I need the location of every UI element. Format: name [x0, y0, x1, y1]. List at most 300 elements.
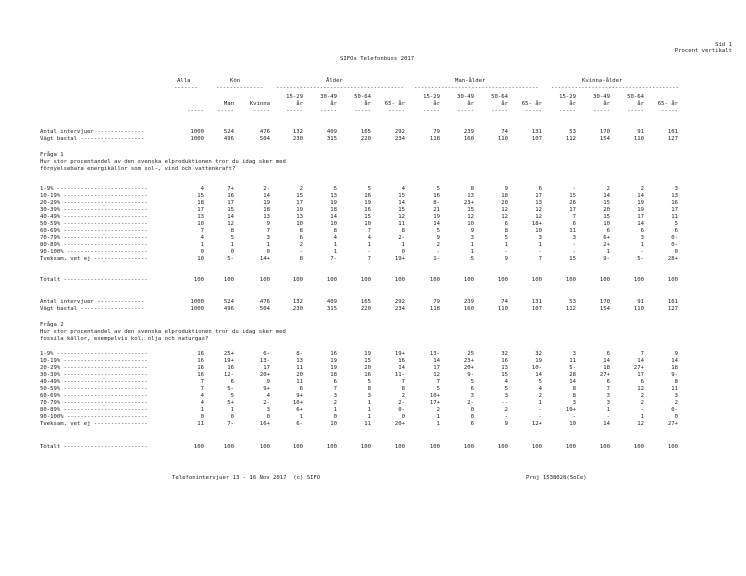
- table-row-q1-6-col-4: 3: [333, 393, 337, 399]
- table-row-q0-2-col-1: 17: [227, 200, 234, 206]
- table-row-q1-6-col-7: 10+: [429, 393, 440, 399]
- table-row-q0-5-label: 50-59% -------------------------: [40, 221, 148, 227]
- table-row-q0-8-label: 80-89% -------------------------: [40, 242, 148, 248]
- table-row-q0-8-col-3: 2: [299, 242, 303, 248]
- vagt-bastal-row-0: [0, 136, 746, 143]
- table-row-q1-5-col-4: 7: [333, 386, 337, 392]
- table-row-q1-5-col-10: 4: [538, 386, 542, 392]
- table-row-q1-2-col-8: 20+: [463, 365, 474, 371]
- table-row-q0-6-col-14: 6: [674, 228, 678, 234]
- table-row-q0-0-col-0: 4: [200, 186, 204, 192]
- table-row-q1-6-col-8: 3: [470, 393, 474, 399]
- table-row-q0-10-col-9: 9: [504, 256, 508, 262]
- table-row-q0-2-col-9: 20: [501, 200, 508, 206]
- table-row-q0-7-label: 70-79% -------------------------: [40, 235, 148, 241]
- table-row-q1-7-col-11: 3: [572, 400, 576, 406]
- table-row-q0-5-col-5: 10: [364, 221, 371, 227]
- table-row-q1-9-col-7: 1: [436, 414, 440, 420]
- antal-intervjuer-row-1-col-10: 131: [531, 299, 542, 305]
- table-row-q0-0-col-10: 6: [538, 186, 542, 192]
- total-row-0-col-6: 100: [394, 277, 405, 283]
- header-rule-col-1: -----: [217, 108, 234, 114]
- table-row-q1-5-col-1: 5-: [227, 386, 234, 392]
- header-bottom-col-2: Kvinna: [249, 101, 270, 107]
- total-row-1-col-2: 100: [259, 444, 270, 450]
- total-row-0-col-4: 100: [326, 277, 337, 283]
- antal-intervjuer-row-0-col-3: 132: [292, 129, 303, 135]
- table-row-q1-4-col-14: 8: [674, 379, 678, 385]
- table-row-q0-9-col-9: -: [504, 249, 508, 255]
- vagt-bastal-row-0-col-13: 110: [633, 136, 644, 142]
- header-bottom-col-13: år: [637, 101, 644, 107]
- header-top-col-7: 15-29: [423, 94, 440, 100]
- table-row-q0-1-col-7: 16: [433, 193, 440, 199]
- table-row-q1-1-col-12: 14: [603, 358, 610, 364]
- group-man-alder: Man-ålder: [455, 78, 486, 84]
- table-row-q1-4-col-12: 6: [606, 379, 610, 385]
- table-row-q1-1-col-8: 23+: [463, 358, 474, 364]
- table-row-q1-7-col-2: 2-: [263, 400, 270, 406]
- table-row-q1-8-col-12: 1: [606, 407, 610, 413]
- total-row-0-col-0: 100: [193, 277, 204, 283]
- total-row-1-col-4: 100: [326, 444, 337, 450]
- antal-intervjuer-row-0-col-7: 79: [433, 129, 440, 135]
- table-row-q1-6-col-13: 2: [640, 393, 644, 399]
- vagt-bastal-row-1-col-6: 234: [394, 306, 405, 312]
- table-row-q0-1-col-3: 15: [296, 193, 303, 199]
- table-row-q0-4-col-13: 17: [637, 214, 644, 220]
- table-row-q0-1-label: 10-19% -------------------------: [40, 193, 148, 199]
- table-row-q0-7-col-6: 2-: [398, 235, 405, 241]
- table-row-q1-6-col-12: 3: [606, 393, 610, 399]
- table-row-q0-10-col-7: 1-: [433, 256, 440, 262]
- table-row-q1-5-col-0: 7: [200, 386, 204, 392]
- table-row-q1-8-col-13: -: [640, 407, 644, 413]
- antal-intervjuer-row-1-col-6: 292: [394, 299, 405, 305]
- header-rule-col-2: -----: [253, 108, 270, 114]
- table-row-q0-0-col-12: 2: [606, 186, 610, 192]
- table-row-q0-8-col-2: 1: [266, 242, 270, 248]
- table-row-q0-2-col-10: 13: [535, 200, 542, 206]
- antal-intervjuer-row-0-col-1: 524: [223, 129, 234, 135]
- table-row-q0-3-col-12: 20: [603, 207, 610, 213]
- table-row-q1-5-col-13: 12: [637, 386, 644, 392]
- table-row-q0-1-col-11: 15: [569, 193, 576, 199]
- table-row-q0-2-col-0: 18: [197, 200, 204, 206]
- group-kvinna-alder: Kvinna-ålder: [582, 78, 623, 84]
- header-bottom-col-7: år: [433, 101, 440, 107]
- table-row-q0-7-col-0: 4: [200, 235, 204, 241]
- vagt-bastal-row-0-col-6: 234: [394, 136, 405, 142]
- header-rule-col-5: -----: [354, 108, 371, 114]
- table-row-q1-10-col-5: 11: [364, 421, 371, 427]
- table-row-q1-9-label: 90-100% ------------------------: [40, 414, 148, 420]
- table-row-q0-0-col-3: 2: [299, 186, 303, 192]
- table-row-q1-2: [0, 365, 746, 372]
- header-top-col-3: 15-29: [286, 94, 303, 100]
- vagt-bastal-row-0-col-7: 118: [429, 136, 440, 142]
- table-row-q0-5: [0, 221, 746, 228]
- table-row-q0-2-label: 20-29% -------------------------: [40, 200, 148, 206]
- table-row-q1-10: [0, 421, 746, 428]
- table-row-q0-10-col-13: 5-: [637, 256, 644, 262]
- table-row-q1-4-col-2: 9: [266, 379, 270, 385]
- table-row-q0-4-col-4: 14: [330, 214, 337, 220]
- table-row-q1-7-col-6: 2-: [398, 400, 405, 406]
- total-row-0-col-5: 100: [360, 277, 371, 283]
- table-row-q1-8-col-9: 2: [504, 407, 508, 413]
- question-text-line2-1: fossila källor, exempelvis kol, olja och naturgas?: [40, 336, 209, 342]
- header-rule-col-6: -----: [388, 108, 405, 114]
- antal-intervjuer-row-0-col-10: 131: [531, 129, 542, 135]
- table-row-q1-1-col-0: 16: [197, 358, 204, 364]
- table-row-q1-7: [0, 400, 746, 407]
- table-row-q0-9-col-12: 1: [606, 249, 610, 255]
- vagt-bastal-row-1-label: Vägt bastal -------------------: [40, 306, 145, 312]
- group-alla-rule: -------: [174, 85, 198, 91]
- antal-intervjuer-row-0-col-4: 409: [326, 129, 337, 135]
- question-text-line1-1: Hur stor procentandel av den svenska elproduktionen tror du idag sker med: [40, 329, 286, 335]
- table-row-q1-8-col-3: 6+: [296, 407, 303, 413]
- table-row-q0-4-col-6: 12: [398, 214, 405, 220]
- table-row-q0-0-col-2: 2-: [263, 186, 270, 192]
- antal-intervjuer-row-1-col-7: 79: [433, 299, 440, 305]
- antal-intervjuer-row-1-col-3: 132: [292, 299, 303, 305]
- table-row-q0-9-col-3: -: [299, 249, 303, 255]
- table-row-q1-9-col-9: -: [504, 414, 508, 420]
- table-row-q1-5-col-3: 6: [299, 386, 303, 392]
- table-row-q1-0-col-13: 7: [640, 351, 644, 357]
- total-row-1-col-1: 100: [223, 444, 234, 450]
- header-bottom-col-14: 65- år: [657, 101, 678, 107]
- total-row-0-col-2: 100: [259, 277, 270, 283]
- vagt-bastal-row-0-col-5: 220: [360, 136, 371, 142]
- table-row-q0-6: [0, 228, 746, 235]
- table-row-q0-4-col-11: 7: [572, 214, 576, 220]
- table-row-q1-3-label: 30-39% -------------------------: [40, 372, 148, 378]
- table-row-q0-0-label: 1-9% ---------------------------: [40, 186, 148, 192]
- table-row-q1-10-col-0: 11: [197, 421, 204, 427]
- header-rule-col-7: -----: [423, 108, 440, 114]
- table-row-q1-7-col-1: 5+: [227, 400, 234, 406]
- table-row-q1-4-col-10: 5: [538, 379, 542, 385]
- total-row-0-col-12: 100: [599, 277, 610, 283]
- table-row-q1-8-col-2: 3: [266, 407, 270, 413]
- page-number: Sid 1: [715, 42, 732, 48]
- header-bottom-col-10: 65- år: [521, 101, 542, 107]
- table-row-q0-4-col-7: 19: [433, 214, 440, 220]
- antal-intervjuer-row-1-label: Antal intervjuer --------------: [40, 299, 145, 305]
- table-row-q0-0-col-6: 4: [401, 186, 405, 192]
- table-row-q1-8: [0, 407, 746, 414]
- header-rule-col-0: -----: [187, 108, 204, 114]
- antal-intervjuer-row-0-col-8: 239: [463, 129, 474, 135]
- table-row-q0-7-col-8: 3: [470, 235, 474, 241]
- header-rule-col-8: -----: [457, 108, 474, 114]
- table-row-q1-9-col-8: 0: [470, 414, 474, 420]
- table-row-q1-7-col-14: 2: [674, 400, 678, 406]
- total-row-1-col-9: 100: [497, 444, 508, 450]
- table-row-q0-6-col-3: 8: [299, 228, 303, 234]
- header-bottom-col-11: år: [569, 101, 576, 107]
- table-row-q0-3-col-3: 19: [296, 207, 303, 213]
- header-top-col-12: 30-49: [593, 94, 610, 100]
- table-row-q0-0-col-8: 8: [470, 186, 474, 192]
- antal-intervjuer-row-1-col-4: 409: [326, 299, 337, 305]
- table-row-q0-5-col-6: 11: [398, 221, 405, 227]
- table-row-q0-2-col-8: 23+: [463, 200, 474, 206]
- table-row-q0-6-col-1: 8: [230, 228, 234, 234]
- antal-intervjuer-row-1-col-12: 170: [599, 299, 610, 305]
- table-row-q0-5-col-8: 10: [467, 221, 474, 227]
- antal-intervjuer-row-0: [0, 129, 746, 136]
- table-row-q1-7-col-10: 1: [538, 400, 542, 406]
- table-row-q0-5-col-11: 6: [572, 221, 576, 227]
- table-row-q1-9-col-11: -: [572, 414, 576, 420]
- table-row-q0-8-col-7: 2: [436, 242, 440, 248]
- table-row-q0-1-col-1: 16: [227, 193, 234, 199]
- table-row-q0-8-col-11: -: [572, 242, 576, 248]
- vagt-bastal-row-1-col-10: 107: [531, 306, 542, 312]
- table-row-q1-1-col-6: 16: [398, 358, 405, 364]
- table-row-q1-3-col-9: 15: [501, 372, 508, 378]
- table-row-q0-9-col-13: -: [640, 249, 644, 255]
- column-header-top: [0, 94, 746, 101]
- table-row-q1-6-col-11: 8: [572, 393, 576, 399]
- header-top-col-11: 15-29: [559, 94, 576, 100]
- total-row-1-col-13: 100: [633, 444, 644, 450]
- table-row-q1-0-col-3: 8-: [296, 351, 303, 357]
- table-row-q1-9-col-2: 0: [266, 414, 270, 420]
- question-text-line1-0: Hur stor procentandel av den svenska elproduktionen tror du idag sker med: [40, 159, 286, 165]
- header-rule-col-11: -----: [559, 108, 576, 114]
- table-row-q0-4-col-12: 15: [603, 214, 610, 220]
- table-row-q1-10-col-10: 12+: [531, 421, 542, 427]
- antal-intervjuer-row-1-col-8: 239: [463, 299, 474, 305]
- table-row-q0-1-col-12: 14: [603, 193, 610, 199]
- table-row-q0-7-col-7: 9: [436, 235, 440, 241]
- table-row-q0-1-col-14: 13: [671, 193, 678, 199]
- table-row-q1-1-col-11: 11: [569, 358, 576, 364]
- table-row-q1-5-col-7: 5: [436, 386, 440, 392]
- table-row-q1-4-col-3: 11: [296, 379, 303, 385]
- table-row-q0-5-col-12: 10: [603, 221, 610, 227]
- group-kvinna-rule: --------------------------------------: [551, 85, 679, 91]
- table-row-q1-0-col-5: 19: [364, 351, 371, 357]
- table-row-q1-1-col-14: 14: [671, 358, 678, 364]
- table-row-q0-2-col-2: 19: [263, 200, 270, 206]
- table-row-q0-7-col-13: 3: [640, 235, 644, 241]
- table-row-q1-7-col-0: 4: [200, 400, 204, 406]
- table-row-q1-1-col-7: 14: [433, 358, 440, 364]
- header-top-col-5: 50-64: [354, 94, 371, 100]
- table-row-q0-6-col-13: 6: [640, 228, 644, 234]
- table-row-q1-9-col-1: 0: [230, 414, 234, 420]
- table-row-q1-2-col-0: 16: [197, 365, 204, 371]
- header-bottom-col-3: år: [296, 101, 303, 107]
- table-row-q0-1: [0, 193, 746, 200]
- table-row-q0-1-col-9: 18: [501, 193, 508, 199]
- antal-intervjuer-row-1-col-11: 53: [569, 299, 576, 305]
- table-row-q1-6-col-14: 3: [674, 393, 678, 399]
- table-row-q1-0-label: 1-9% ---------------------------: [40, 351, 148, 357]
- table-row-q0-2-col-7: 8-: [433, 200, 440, 206]
- table-row-q0-2-col-11: 26: [569, 200, 576, 206]
- table-row-q1-4-col-1: 6: [230, 379, 234, 385]
- table-row-q0-5-col-7: 14: [433, 221, 440, 227]
- table-row-q1-9-col-13: 1: [640, 414, 644, 420]
- vagt-bastal-row-0-col-12: 154: [599, 136, 610, 142]
- table-row-q0-10-col-5: 7: [367, 256, 371, 262]
- table-row-q1-6: [0, 393, 746, 400]
- table-row-q0-4-col-1: 14: [227, 214, 234, 220]
- table-row-q1-3-col-6: 11-: [394, 372, 405, 378]
- table-row-q1-4-col-7: 7: [436, 379, 440, 385]
- table-row-q0-8-col-10: 1: [538, 242, 542, 248]
- table-row-q0-4-col-9: 12: [501, 214, 508, 220]
- table-row-q0-4-label: 40-49% -------------------------: [40, 214, 148, 220]
- table-row-q1-7-col-8: 2-: [467, 400, 474, 406]
- table-row-q1-3-col-14: 9-: [671, 372, 678, 378]
- table-row-q0-5-col-1: 12: [227, 221, 234, 227]
- table-row-q1-4-col-11: 14: [569, 379, 576, 385]
- table-row-q1-7-label: 70-79% -------------------------: [40, 400, 148, 406]
- table-row-q1-3-col-3: 20: [296, 372, 303, 378]
- vagt-bastal-row-1-col-12: 154: [599, 306, 610, 312]
- antal-intervjuer-row-0-col-13: 91: [637, 129, 644, 135]
- antal-intervjuer-row-1-col-1: 524: [223, 299, 234, 305]
- table-row-q0-5-col-13: 14: [637, 221, 644, 227]
- table-row-q1-6-col-1: 5: [230, 393, 234, 399]
- antal-intervjuer-row-0-col-6: 292: [394, 129, 405, 135]
- table-row-q1-0-col-14: 9: [674, 351, 678, 357]
- table-row-q0-2-col-6: 14: [398, 200, 405, 206]
- table-row-q1-8-col-0: 1: [200, 407, 204, 413]
- table-row-q0-3-col-0: 17: [197, 207, 204, 213]
- table-row-q0-0-col-13: 2: [640, 186, 644, 192]
- table-row-q0-10-col-4: 7-: [330, 256, 337, 262]
- table-row-q0-3-col-11: 17: [569, 207, 576, 213]
- table-row-q1-10-col-8: 6: [470, 421, 474, 427]
- group-alder: Ålder: [326, 78, 343, 84]
- total-row-1-col-10: 100: [531, 444, 542, 450]
- table-row-q0-7-col-10: 3: [538, 235, 542, 241]
- antal-intervjuer-row-0-col-9: 74: [501, 129, 508, 135]
- table-row-q0-7-col-11: 3: [572, 235, 576, 241]
- vagt-bastal-row-1-col-3: 230: [292, 306, 303, 312]
- vagt-bastal-row-1-col-11: 112: [565, 306, 576, 312]
- header-top-col-9: 50-64: [491, 94, 508, 100]
- total-row-0-col-1: 100: [223, 277, 234, 283]
- table-row-q0-6-col-2: 7: [266, 228, 270, 234]
- total-row-1-col-5: 100: [360, 444, 371, 450]
- table-row-q0-7-col-9: 5: [504, 235, 508, 241]
- table-row-q0-7-col-1: 5: [230, 235, 234, 241]
- table-row-q0-0-col-11: -: [572, 186, 576, 192]
- table-row-q1-4-col-0: 7: [200, 379, 204, 385]
- group-kon-rule: --------------: [216, 85, 264, 91]
- table-row-q1-1-col-4: 19: [330, 358, 337, 364]
- table-row-q0-10-col-2: 14+: [259, 256, 270, 262]
- table-row-q1-5-label: 50-59% -------------------------: [40, 386, 148, 392]
- table-row-q1-4-col-8: 5: [470, 379, 474, 385]
- table-row-q0-2: [0, 200, 746, 207]
- vagt-bastal-row-0-col-11: 112: [565, 136, 576, 142]
- table-row-q0-1-col-8: 13: [467, 193, 474, 199]
- table-row-q1-1-col-3: 13: [296, 358, 303, 364]
- table-row-q1-8-col-7: 2: [436, 407, 440, 413]
- table-row-q1-6-label: 60-69% -------------------------: [40, 393, 148, 399]
- table-row-q1-6-col-3: 9+: [296, 393, 303, 399]
- table-row-q0-2-col-13: 19: [637, 200, 644, 206]
- table-row-q1-9-col-10: -: [538, 414, 542, 420]
- table-row-q0-10-col-0: 10: [197, 256, 204, 262]
- table-row-q0-2-col-3: 17: [296, 200, 303, 206]
- vagt-bastal-row-1-col-5: 220: [360, 306, 371, 312]
- total-row-1: [0, 444, 746, 451]
- header-top-col-8: 30-49: [457, 94, 474, 100]
- table-row-q0-7: [0, 235, 746, 242]
- header-top-col-13: 50-64: [627, 94, 644, 100]
- table-row-q0-3-col-2: 18: [263, 207, 270, 213]
- table-row-q0-3-label: 30-39% -------------------------: [40, 207, 148, 213]
- table-row-q0-5-col-2: 9: [266, 221, 270, 227]
- table-row-q0-3-col-8: 15: [467, 207, 474, 213]
- antal-intervjuer-row-0-col-11: 53: [569, 129, 576, 135]
- table-row-q0-10-col-1: 5-: [227, 256, 234, 262]
- table-row-q0-9: [0, 249, 746, 256]
- table-row-q1-6-col-5: 3: [367, 393, 371, 399]
- table-row-q1-3-col-2: 20+: [259, 372, 270, 378]
- total-row-1-label: Totalt -------------------------: [40, 444, 148, 450]
- table-row-q1-0-col-2: 6-: [263, 351, 270, 357]
- table-row-q1-7-col-13: 2: [640, 400, 644, 406]
- table-row-q1-10-label: Tveksam, vet ej ----------------: [40, 421, 148, 427]
- table-row-q0-1-col-5: 16: [364, 193, 371, 199]
- table-row-q0-10: [0, 256, 746, 263]
- table-row-q0-0: [0, 186, 746, 193]
- table-row-q1-7-col-3: 10+: [292, 400, 303, 406]
- vagt-bastal-row-1-col-4: 315: [326, 306, 337, 312]
- table-row-q0-7-col-3: 6: [299, 235, 303, 241]
- table-row-q0-1-col-13: 14: [637, 193, 644, 199]
- table-row-q1-10-col-9: 9: [504, 421, 508, 427]
- total-row-1-col-0: 100: [193, 444, 204, 450]
- table-row-q0-10-col-10: 7: [538, 256, 542, 262]
- table-row-q0-8-col-1: 1: [230, 242, 234, 248]
- table-row-q0-2-col-5: 19: [364, 200, 371, 206]
- antal-intervjuer-row-1-col-14: 161: [667, 299, 678, 305]
- total-row-0-col-13: 100: [633, 277, 644, 283]
- table-row-q1-4-col-6: 7: [401, 379, 405, 385]
- table-row-q0-3-col-7: 21: [433, 207, 440, 213]
- table-row-q1-5: [0, 386, 746, 393]
- table-row-q1-8-col-14: 0-: [671, 407, 678, 413]
- table-row-q1-5-col-6: 8: [401, 386, 405, 392]
- table-row-q0-10-label: Tveksam, vet ej ----------------: [40, 256, 148, 262]
- table-row-q1-6-col-0: 4: [200, 393, 204, 399]
- antal-intervjuer-row-0-col-12: 170: [599, 129, 610, 135]
- total-row-0-col-10: 100: [531, 277, 542, 283]
- group-man-rule: -------------------------------------: [414, 85, 539, 91]
- table-row-q1-0-col-11: 3: [572, 351, 576, 357]
- table-row-q0-9-col-8: 1: [470, 249, 474, 255]
- table-row-q1-10-col-3: 6-: [296, 421, 303, 427]
- table-row-q1-8-col-8: 0: [470, 407, 474, 413]
- table-row-q0-10-col-6: 19+: [394, 256, 405, 262]
- table-row-q0-5-col-10: 18+: [531, 221, 542, 227]
- table-row-q1-9: [0, 414, 746, 421]
